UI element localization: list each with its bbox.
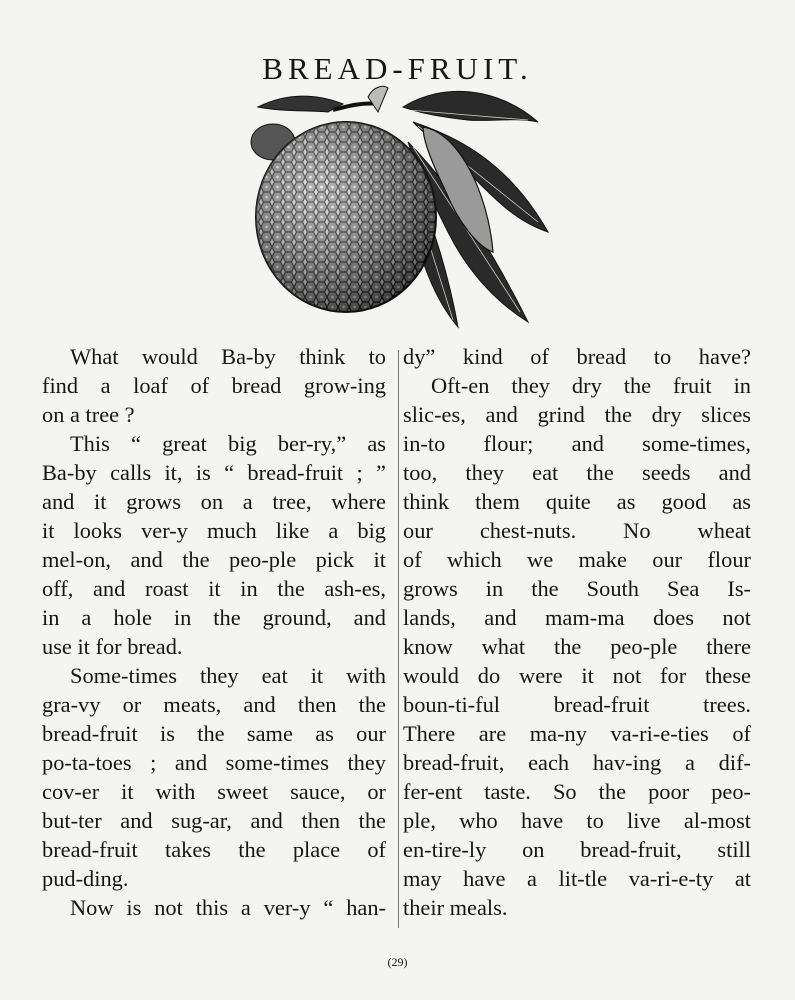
text-line: find a loaf of bread grow-ing bbox=[42, 373, 386, 398]
column-divider bbox=[398, 350, 399, 928]
text-line: on a tree ? bbox=[42, 402, 135, 427]
text-line: think them quite as good as bbox=[403, 489, 751, 514]
text-line: ple, who have to live al-most bbox=[403, 808, 751, 833]
text-line: use it for bread. bbox=[42, 634, 183, 659]
text-line: but-ter and sug-ar, and then the bbox=[42, 808, 386, 833]
text-line: mel-on, and the peo-ple pick it bbox=[42, 547, 386, 572]
text-line: it looks ver-y much like a big bbox=[42, 518, 386, 543]
text-line: off, and roast it in the ash-es, bbox=[42, 576, 386, 601]
text-line: of which we make our flour bbox=[403, 547, 751, 572]
text-line: Now is not this a ver-y “ han- bbox=[70, 895, 386, 920]
text-line: too, they eat the seeds and bbox=[403, 460, 751, 485]
text-line: our chest-nuts. No wheat bbox=[403, 518, 751, 543]
text-line: Oft-en they dry the fruit in bbox=[431, 373, 751, 398]
text-line: cov-er it with sweet sauce, or bbox=[42, 779, 386, 804]
page-number: (29) bbox=[387, 955, 408, 969]
page-title: BREAD-FRUIT. bbox=[262, 50, 533, 86]
text-column-right bbox=[403, 342, 751, 922]
text-line: Some-times they eat it with bbox=[70, 663, 386, 688]
text-line: boun-ti-ful bread-fruit trees. bbox=[403, 692, 751, 717]
text-line: bread-fruit takes the place of bbox=[42, 837, 386, 862]
text-line: gra-vy or meats, and then the bbox=[42, 692, 386, 717]
text-line: fer-ent taste. So the poor peo- bbox=[403, 779, 751, 804]
text-line: po-ta-toes ; and some-times they bbox=[42, 750, 386, 775]
text-line: pud-ding. bbox=[42, 866, 129, 891]
text-line: bread-fruit, each hav-ing a dif- bbox=[403, 750, 751, 775]
text-line: Ba-by calls it, is “ bread-fruit ; ” bbox=[42, 460, 386, 485]
text-line: know what the peo-ple there bbox=[403, 634, 751, 659]
text-line: What would Ba-by think to bbox=[70, 344, 386, 369]
text-line: bread-fruit is the same as our bbox=[42, 721, 386, 746]
text-line: There are ma-ny va-ri-e-ties of bbox=[403, 721, 751, 746]
text-column-left bbox=[42, 342, 386, 922]
text-line: lands, and mam-ma does not bbox=[403, 605, 751, 630]
text-line: This “ great big ber-ry,” as bbox=[70, 431, 386, 456]
text-line: in-to flour; and some-times, bbox=[403, 431, 751, 456]
breadfruit-illustration bbox=[228, 82, 568, 332]
text-line: in a hole in the ground, and bbox=[42, 605, 386, 630]
text-line: dy” kind of bread to have? bbox=[403, 344, 751, 369]
text-line: their meals. bbox=[403, 895, 508, 920]
text-line: en-tire-ly on bread-fruit, still bbox=[403, 837, 751, 862]
text-line: slic-es, and grind the dry slices bbox=[403, 402, 751, 427]
text-line: and it grows on a tree, where bbox=[42, 489, 386, 514]
text-line: grows in the South Sea Is- bbox=[403, 576, 751, 601]
text-line: would do were it not for these bbox=[403, 663, 751, 688]
text-line: may have a lit-tle va-ri-e-ty at bbox=[403, 866, 751, 891]
